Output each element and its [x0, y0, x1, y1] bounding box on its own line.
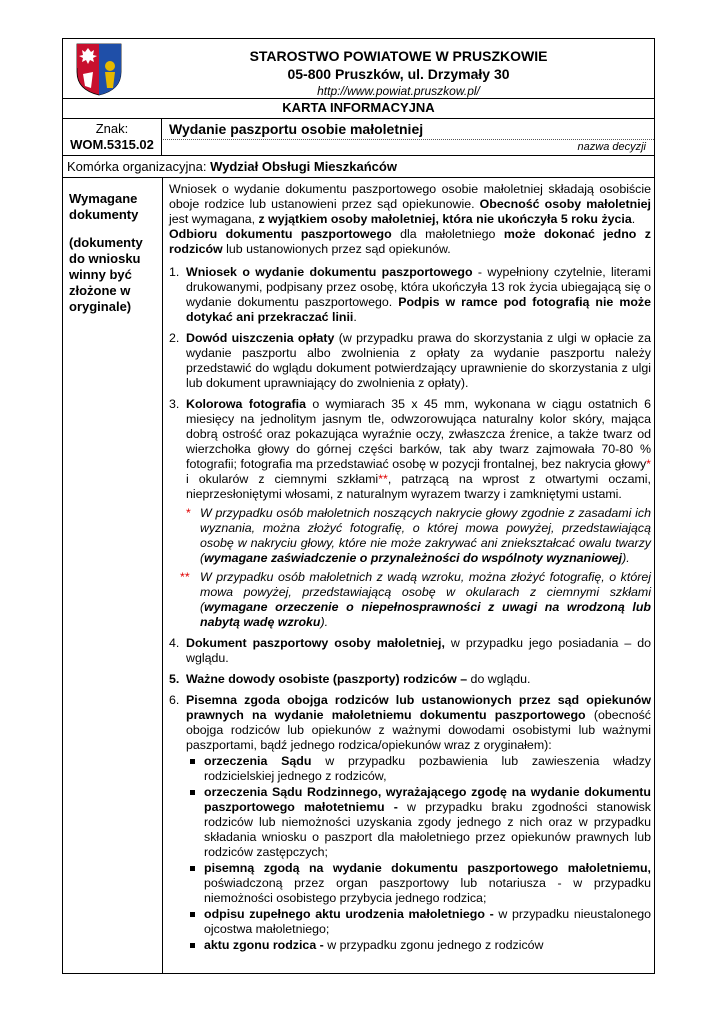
asterisk-marker: **	[378, 472, 388, 486]
list-item	[169, 331, 651, 391]
document-frame	[62, 38, 655, 974]
note-bold: wymagane orzeczenie o niepełnosprawności z uwagi na wrodzoną lub nabytą wadę wzroku	[200, 600, 651, 629]
square-bullet-icon	[190, 866, 195, 871]
asterisk-marker: **	[180, 570, 190, 584]
intro-bold: Odbioru dokumentu paszportowego	[169, 227, 392, 241]
item-number: 6.	[169, 693, 180, 707]
dotted-divider	[163, 139, 654, 140]
bullet-item	[186, 754, 651, 784]
note-bold: wymagane zaświadczenie o przynależności do wspólnoty wyznaniowej	[204, 551, 623, 565]
item-number: 3.	[169, 397, 180, 411]
list-item	[169, 672, 651, 687]
bullet-item	[186, 785, 651, 860]
list-item	[169, 636, 651, 666]
square-bullet-icon	[190, 943, 195, 948]
bullet-bold: orzeczenia Sądu Rodzinnego, wyrażającego zgodę na wydanie dokumentu paszportowego małotetniemu -	[204, 785, 651, 814]
item-bold: Kolorowa fotografia	[186, 397, 306, 411]
item-bold: Podpis w ramce pod fotografią nie może dotykać ani przekraczać linii	[186, 295, 651, 324]
main-content	[169, 182, 651, 953]
header	[63, 39, 654, 99]
intro-paragraph-2	[169, 227, 651, 257]
intro-text: jest wymagana,	[169, 212, 259, 226]
item-number: 1.	[169, 265, 180, 279]
item-text: o wymiarach 35 x 45 mm, wykonana w ciągu ostatnich 6 miesięcy na jednolitym jasnym tle, odwzorowująca naturalny kolor skóry, mająca dobrą ostrość oraz pokazująca wyraźnie oczy, zwłaszcza źrenice, a także twarz od wierzchołka głowy do górnej części barków, tak aby twarz zajmowała 70-80 % fotografii; fotografia ma przedstawiać osobę w pozycji frontalnej, bez nakrycia głowy	[186, 397, 651, 471]
asterisk-marker: *	[646, 457, 651, 471]
komorka-row	[63, 156, 654, 178]
footnote-1	[186, 506, 651, 566]
originals-note: (dokumenty do wniosku winny być złożone w oryginale)	[69, 235, 143, 314]
decision-title: Wydanie paszportu osobie małoletniej	[169, 121, 424, 137]
item-bold: Dowód uiszczenia opłaty	[186, 331, 335, 345]
item-bold: Wniosek o wydanie dokumentu paszportowego	[186, 265, 473, 279]
bullet-bold: aktu zgonu rodzica -	[204, 938, 324, 952]
note-text: ).	[320, 615, 329, 629]
komorka-value: Wydział Obsługi Mieszkańców	[210, 159, 397, 174]
item-text: - wypełniony czytelnie, literami drukowanymi, podpisany przez osobę, która ukończyła 13 rok życia ubiegającą się o wydanie dokumentu paszportowego.	[186, 265, 651, 309]
item-text: (obecność obojga rodziców lub opiekunów z ważnymi dowodami osobistymi lub ważnymi paszportami, bądź jednego rodzica/opiekunów wraz z oryginałem):	[186, 708, 651, 752]
intro-paragraph-1	[169, 182, 651, 227]
intro-bold: Obecność osoby małoletniej	[479, 197, 651, 211]
bullet-text: w przypadku zgonu jednego z rodziców	[323, 938, 544, 952]
list-item	[169, 693, 651, 953]
decision-caption: nazwa decyzji	[577, 141, 646, 153]
list-item	[169, 397, 651, 630]
komorka-label: Komórka organizacyjna:	[67, 159, 207, 174]
item-bold: Dokument paszportowy osoby małoletniej,	[186, 636, 445, 650]
znak-row	[63, 119, 654, 156]
footnote-2	[180, 570, 651, 630]
intro-text: .	[631, 212, 636, 226]
item-number: 5.	[169, 672, 180, 686]
intro-text: Wniosek o wydanie dokumentu paszportowego osobie małoletniej składają osobiście oboje rodzice lub ustanowieni przez sąd opiekunowie.	[169, 182, 651, 211]
asterisk-marker: *	[186, 506, 191, 520]
item-text: , patrzącą na wprost z otwartymi oczami, nieprzesłoniętymi włosami, z naturalnym wyrazem twarzy i zamkniętymi ustami.	[186, 472, 652, 501]
item-text: i okularów z ciemnymi szkłami	[186, 472, 379, 486]
square-bullet-icon	[190, 790, 195, 795]
bullet-item	[186, 938, 651, 953]
intro-text: lub ustanowionych przez sąd opiekunów.	[222, 242, 451, 256]
bullet-bold: odpisu zupełnego aktu urodzenia małoletniego -	[204, 907, 494, 921]
item-bold: Ważne dowody osobiste (paszporty) rodziców –	[186, 672, 468, 686]
znak-code: WOM.5315.02	[70, 137, 154, 152]
card-title: KARTA INFORMACYJNA	[63, 98, 654, 119]
square-bullet-icon	[190, 759, 195, 764]
website-link[interactable]: http://www.powiat.pruszkow.pl/	[317, 84, 480, 98]
item-text: w przypadku jego posiadania – do wglądu.	[186, 636, 651, 665]
item-text: (w przypadku prawa do skorzystania z ulgi w opłacie za wydanie paszportu albo zwolnienia z opłaty za wydanie paszportu należy przedstawić do wglądu dokument potwierdzający uprawnienie do skorzystania z ulgi lub dokument uprawniający do zwolnienia z opłaty).	[186, 331, 651, 390]
bullet-bold: pisemną zgodą na wydanie dokumentu paszportowego małoletniemu,	[204, 861, 651, 875]
bullet-text: w przypadku pozbawienia lub zawieszenia władzy rodzicielskiej jednego z rodziców,	[204, 754, 652, 783]
item-text: do wglądu.	[467, 672, 531, 686]
znak-cell	[63, 119, 162, 155]
item-number: 4.	[169, 636, 180, 650]
bullet-text: poświadczoną przez organ paszportowy lub notariusza - w przypadku niemożności osobistego przybycia jednego rodzica;	[204, 876, 651, 905]
intro-text: dla małoletniego	[391, 227, 504, 241]
note-text: ).	[622, 551, 630, 565]
note-text: W przypadku osób małoletnich noszących nakrycie głowy zgodnie z zasadami ich wyznania, można złożyć fotografię, o której mowa powyżej, przedstawiającą osobę w nakryciu głowy, które nie może zakrywać ani zniekształcać owalu twarzy (	[200, 506, 651, 565]
required-docs-label: Wymagane dokumenty	[69, 191, 139, 222]
intro-bold: może dokonać jedno z rodziców	[169, 227, 652, 256]
item-bold: Pisemna zgoda obojga rodziców lub ustanowionych przez sąd opiekunów prawnych na wydanie małoletniemu dokumentu paszportowego	[186, 693, 651, 722]
note-text: W przypadku osób małoletnich z wadą wzroku, można złożyć fotografię, o której mowa powyżej, przedstawiającą osobę w okularach z ciemnymi szkłami (	[200, 570, 651, 614]
office-address: 05-800 Pruszków, ul. Drzymały 30	[287, 66, 510, 82]
item-text: .	[353, 310, 357, 324]
znak-label: Znak:	[95, 121, 129, 136]
bullet-item	[186, 861, 651, 906]
bullet-text: w przypadku braku zgodności stanowisk rodziców lub niemożności uzyskania zgody jednego z nich oraz w przypadku składania wniosku o paszport dla małoletniego przez opiekunów prawnych lub rodziców zastępczych;	[204, 800, 651, 859]
bullet-bold: orzeczenia Sądu	[204, 754, 312, 768]
left-column	[63, 178, 163, 973]
bullet-item	[186, 907, 651, 937]
list-item	[169, 265, 651, 325]
item-number: 2.	[169, 331, 180, 345]
intro-bold: z wyjątkiem osoby małoletniej, która nie ukończyła 5 roku życia	[258, 212, 632, 226]
office-name: STAROSTWO POWIATOWE W PRUSZKOWIE	[249, 48, 548, 64]
square-bullet-icon	[190, 912, 195, 917]
bullet-text: w przypadku nieustalonego ojcostwa małoletniego;	[204, 907, 652, 936]
